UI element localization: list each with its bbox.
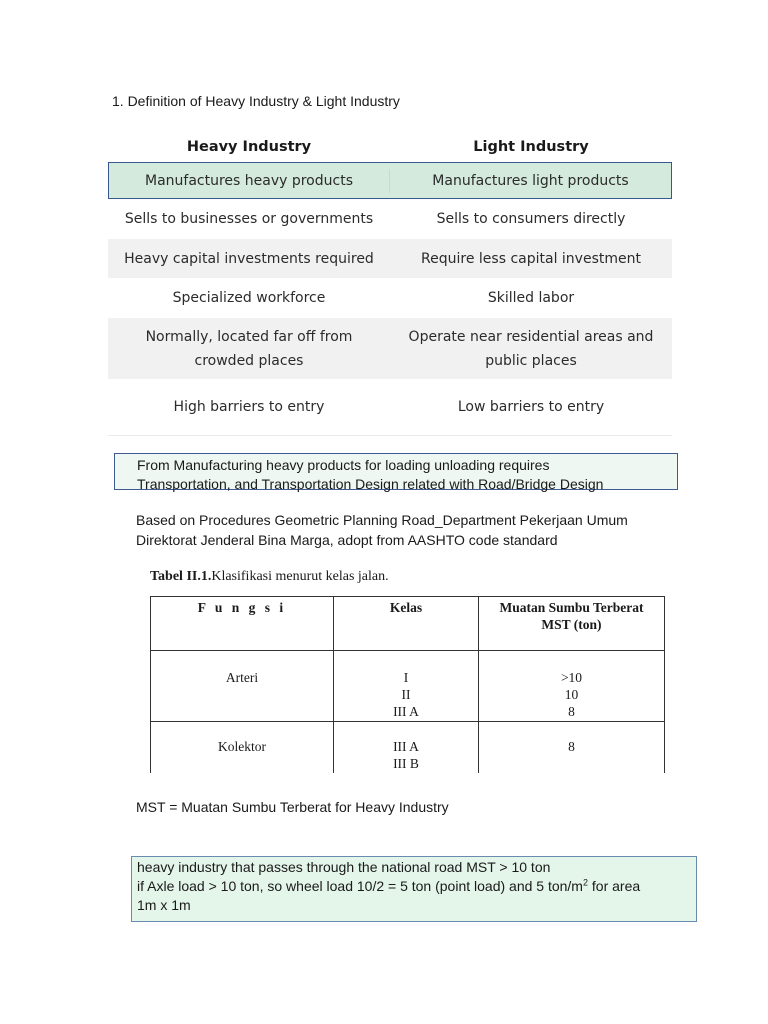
light-cell: Manufactures light products	[432, 172, 629, 189]
transport-note-line: Transportation, and Transportation Design related with Road/Bridge Design	[137, 476, 604, 492]
kelas-value: I	[403, 670, 409, 685]
heavy-cell: High barriers to entry	[173, 399, 325, 415]
table-row	[108, 199, 672, 239]
table-row	[151, 722, 665, 774]
header-mst	[479, 597, 665, 651]
axle-note-text: if Axle load > 10 ton, so wheel load 10/2 = 5 ton (point load) and 5 ton/m	[137, 878, 583, 894]
kelas-cell	[334, 651, 479, 722]
axle-note-line: heavy industry that passes through the national road MST > 10 ton	[137, 859, 551, 875]
light-cell: Low barriers to entry	[457, 399, 605, 415]
procedure-paragraph	[136, 510, 696, 550]
superscript: 2	[582, 877, 588, 888]
light-cell: Operate near residential areas and public places	[408, 328, 654, 369]
mst-value: 10	[564, 687, 579, 702]
transport-note-box	[114, 453, 678, 490]
light-cell: Sells to consumers directly	[436, 211, 626, 227]
heavy-cell: Manufactures heavy products	[109, 169, 390, 193]
table-row	[108, 162, 672, 199]
section-heading: 1. Definition of Heavy Industry & Light Industry	[112, 93, 400, 109]
fungsi-cell: Arteri	[151, 651, 334, 722]
mst-definition: MST = Muatan Sumbu Terberat for Heavy Industry	[136, 799, 449, 815]
heavy-cell: Specialized workforce	[172, 290, 326, 306]
header-light-industry: Light Industry	[473, 139, 589, 155]
axle-note-text: for area	[588, 878, 641, 894]
kelas-cell	[334, 722, 479, 774]
table-row	[108, 318, 672, 379]
road-class-table	[150, 596, 665, 773]
header-kelas: Kelas	[334, 597, 479, 651]
caption-text: Klasifikasi menurut kelas jalan.	[211, 569, 389, 584]
header-mst-line2: MST (ton)	[541, 617, 602, 632]
header-fungsi: F u n g s i	[151, 597, 334, 651]
table-row	[108, 278, 672, 318]
caption-label: Tabel II.1.	[150, 569, 212, 584]
comparison-header-row	[108, 132, 672, 162]
kelas-value: III B	[393, 756, 419, 771]
transport-note-line: From Manufacturing heavy products for loading unloading requires	[137, 457, 550, 473]
mst-cell	[479, 651, 665, 722]
axle-load-note-box	[131, 856, 697, 922]
header-heavy-industry: Heavy Industry	[186, 139, 312, 155]
kelas-value: II	[401, 687, 411, 702]
heavy-cell: Heavy capital investments required	[124, 250, 374, 267]
mst-cell	[479, 722, 665, 774]
heavy-cell: Normally, located far off from crowded places	[145, 328, 353, 369]
mst-value: >10	[560, 670, 583, 685]
mst-value: 8	[568, 739, 575, 754]
paragraph-line: Direktorat Jenderal Bina Marga, adopt from AASHTO code standard	[136, 532, 558, 548]
road-table-caption	[150, 569, 389, 585]
light-cell: Skilled labor	[487, 290, 575, 306]
kelas-value: III A	[393, 739, 419, 754]
header-mst-line1: Muatan Sumbu Terberat	[499, 600, 644, 615]
axle-note-line: 1m x 1m	[137, 897, 191, 913]
comparison-table	[108, 132, 672, 436]
light-cell: Require less capital investment	[421, 250, 641, 267]
table-row	[108, 239, 672, 278]
paragraph-line: Based on Procedures Geometric Planning Road_Department Pekerjaan Umum	[136, 512, 628, 528]
axle-note-line	[137, 877, 691, 896]
fungsi-cell: Kolektor	[151, 722, 334, 774]
table-row	[151, 651, 665, 722]
kelas-value: III A	[393, 704, 419, 719]
heavy-cell: Sells to businesses or governments	[124, 211, 374, 227]
mst-value: 8	[568, 704, 575, 719]
table-row	[108, 379, 672, 436]
